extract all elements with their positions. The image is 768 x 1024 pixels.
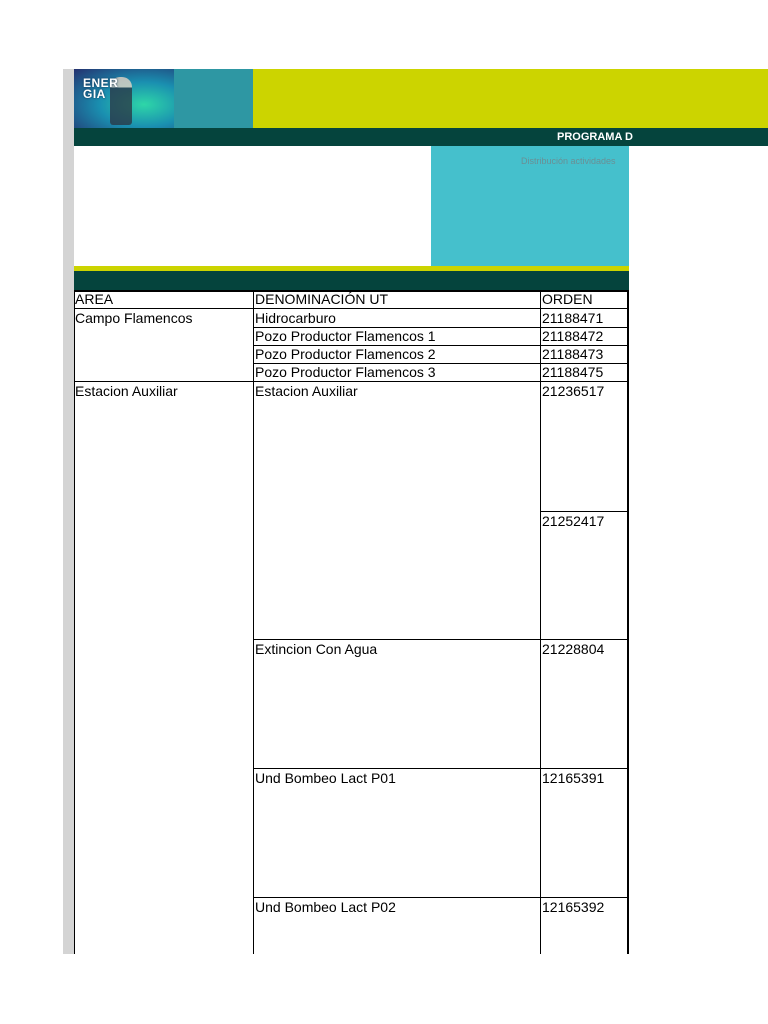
- program-subtitle: Distribución actividades: [521, 156, 616, 166]
- table-header-bar: [74, 271, 629, 290]
- order-cell: 12165391: [542, 770, 605, 786]
- left-margin-rule: [63, 69, 74, 954]
- unit-cell: Extincion Con Agua: [255, 641, 378, 657]
- order-cell: 21188475: [542, 364, 604, 380]
- logo-text-line1: ENER: [83, 76, 119, 90]
- order-cell: 21188471: [542, 310, 604, 326]
- order-cell: 21252417: [542, 513, 605, 529]
- column-header-orden: ORDEN: [542, 291, 593, 307]
- unit-cell: Pozo Productor Flamencos 1: [255, 328, 436, 344]
- row-divider: [74, 308, 629, 309]
- column-header-denominacion: DENOMINACIÓN UT: [255, 291, 388, 307]
- column-divider: [253, 290, 254, 954]
- logo-text: [83, 78, 118, 100]
- logo-text-line2: GIA: [83, 87, 106, 101]
- order-cell: 21228804: [542, 641, 605, 657]
- unit-cell: Und Bombeo Lact P02: [255, 899, 396, 915]
- order-cell: 21236517: [542, 383, 605, 399]
- column-header-area: AREA: [75, 291, 114, 307]
- column-divider: [540, 290, 541, 954]
- row-divider: [253, 897, 629, 898]
- row-divider: [253, 768, 629, 769]
- order-cell: 21188473: [542, 346, 604, 362]
- area-cell: Campo Flamencos: [75, 310, 193, 326]
- row-divider: [540, 511, 629, 512]
- table-border-right: [627, 290, 629, 954]
- unit-cell: Estacion Auxiliar: [255, 383, 358, 399]
- unit-cell: Hidrocarburo: [255, 310, 336, 326]
- row-divider: [253, 639, 629, 640]
- row-divider: [74, 381, 629, 382]
- header-lime-band: [253, 69, 768, 128]
- header-teal-band: [174, 69, 253, 128]
- header-title-band: [74, 128, 768, 146]
- program-title: PROGRAMA D: [557, 131, 633, 143]
- unit-cell: Und Bombeo Lact P01: [255, 770, 396, 786]
- unit-cell: Pozo Productor Flamencos 2: [255, 346, 436, 362]
- unit-cell: Pozo Productor Flamencos 3: [255, 364, 436, 380]
- area-cell: Estacion Auxiliar: [75, 383, 178, 399]
- brand-logo: [74, 69, 174, 128]
- order-cell: 12165392: [542, 899, 605, 915]
- order-cell: 21188472: [542, 328, 604, 344]
